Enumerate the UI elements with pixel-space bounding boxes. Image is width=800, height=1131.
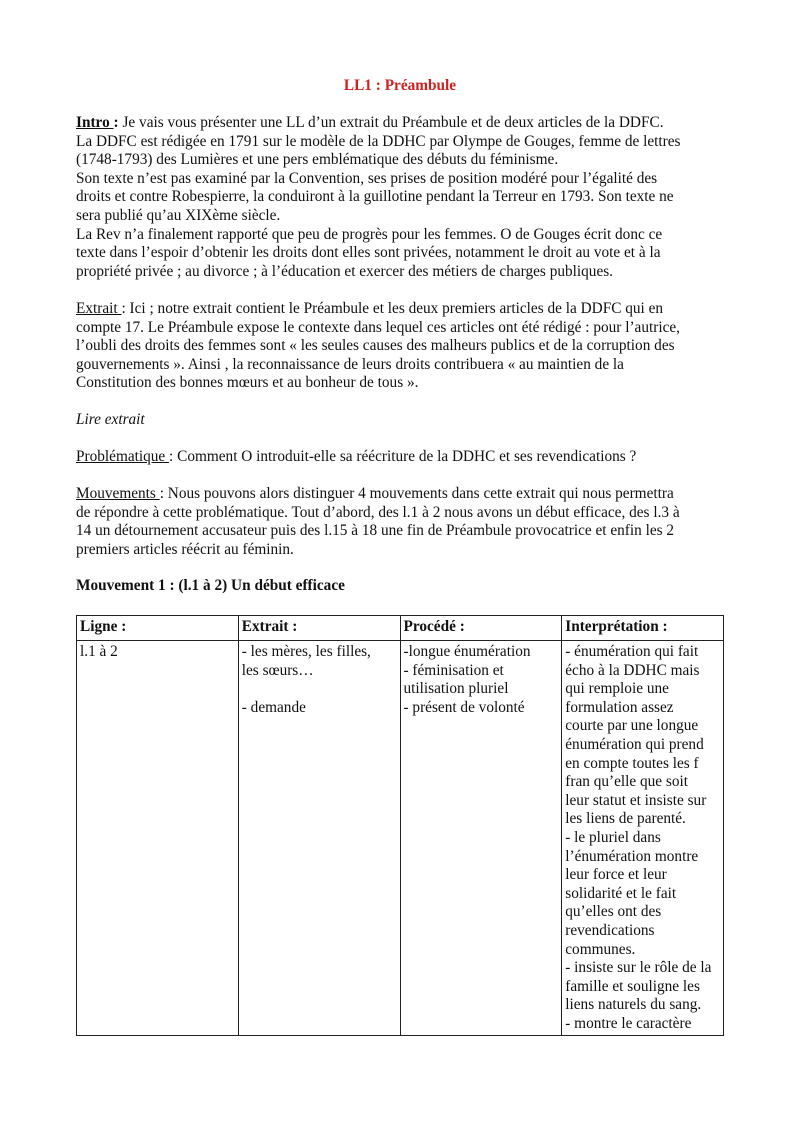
intro-label: Intro — [76, 114, 114, 131]
cell-line: leur statut et insiste sur — [565, 791, 707, 809]
cell-line: utilisation pluriel — [403, 680, 509, 698]
text-line: texte dans l’espoir d’obtenir les droits dont elles sont privées, notamment le droit au vote et à la — [76, 244, 661, 262]
intro-paragraph — [76, 114, 736, 281]
header-procede: Procédé : — [400, 616, 562, 641]
mouvements-paragraph — [76, 485, 736, 559]
mouvements-first-line — [76, 485, 736, 504]
text-line: propriété privée ; au divorce ; à l’éducation et exercer des métiers de charges publiques. — [76, 262, 614, 280]
text-line: : Ici ; notre extrait contient le Préambule et les deux premiers articles de la DDFC qui en — [121, 300, 664, 317]
text-line: (1748-1793) des Lumières et une pers emblématique des débuts du féminisme. — [76, 151, 559, 169]
text-line: de répondre à cette problématique. Tout d’abord, des l.1 à 2 nous avons un début efficace, des l.3 à — [76, 503, 680, 521]
cell-line: - montre le caractère — [565, 1014, 692, 1032]
cell-line: solidarité et le fait — [565, 884, 677, 902]
cell-ligne — [77, 641, 239, 1036]
cell-line: l’énumération montre — [565, 847, 699, 865]
cell-line: revendications — [565, 921, 655, 939]
text-line: : Nous pouvons alors distinguer 4 mouvements dans cette extrait qui nous permettra — [159, 485, 674, 502]
text-line: compte 17. Le Préambule expose le contexte dans lequel ces articles ont été rédigé : pour l’autrice, — [76, 318, 680, 336]
intro-sep: : — [113, 114, 119, 131]
cell-extrait — [238, 641, 400, 1036]
text-line: Je vais vous présenter une LL d’un extrait du Préambule et de deux articles de la DDFC. — [118, 114, 664, 131]
text-line: Constitution des bonnes mœurs et au bonheur de tous ». — [76, 374, 419, 392]
cell-interpretation — [562, 641, 724, 1036]
cell-line: fran qu’elle que soit — [565, 773, 689, 791]
problematique-paragraph — [76, 448, 736, 467]
text-line: l’oubli des droits des femmes sont « les seules causes des malheurs publics et de la corruption des — [76, 337, 675, 355]
analysis-table — [76, 615, 724, 1036]
text-line: La DDFC est rédigée en 1791 sur le modèle de la DDHC par Olympe de Gouges, femme de lettres — [76, 132, 681, 150]
cell-procede — [400, 641, 562, 1036]
mouvement1-heading: Mouvement 1 : (l.1 à 2) Un début efficace — [76, 577, 345, 594]
extrait-label: Extrait — [76, 300, 122, 317]
cell-line: qui remploie une — [565, 680, 669, 698]
page-title: LL1 : Préambule — [343, 77, 457, 94]
problematique-text: : Comment O introduit-elle sa réécriture de la DDHC et ses revendications ? — [169, 448, 637, 465]
cell-line: formulation assez — [565, 698, 674, 716]
intro-first-line — [76, 114, 736, 133]
lire-extrait: Lire extrait — [76, 411, 145, 428]
cell-line: écho à la DDHC mais — [565, 661, 700, 679]
cell-line: énumération qui prend — [565, 735, 704, 753]
cell-line: - les mères, les filles, — [241, 643, 371, 660]
cell-line: - demande — [241, 698, 306, 716]
cell-line — [242, 680, 397, 699]
table-header-row — [77, 616, 724, 641]
text-line: sera publié qu’au XIXème siècle. — [76, 206, 281, 224]
extrait-paragraph — [76, 300, 736, 393]
cell-line: leur force et leur — [565, 866, 667, 884]
cell-line: communes. — [565, 940, 636, 958]
header-ligne: Ligne : — [77, 616, 239, 641]
mouvements-label: Mouvements — [76, 485, 160, 502]
cell-line: famille et souligne les — [565, 977, 700, 995]
cell-line: - féminisation et — [403, 661, 504, 679]
cell-line: - le pluriel dans — [565, 828, 661, 846]
table-row — [77, 641, 724, 1036]
cell-line: courte par une longue — [565, 717, 699, 735]
cell-line: - insiste sur le rôle de la — [565, 959, 712, 977]
cell-line: l.1 à 2 — [80, 643, 118, 660]
text-line: premiers articles réécrit au féminin. — [76, 540, 294, 558]
extrait-first-line — [76, 300, 736, 319]
problematique-label: Problématique — [76, 448, 170, 465]
text-line: gouvernements ». Ainsi , la reconnaissance de leurs droits contribuera « au maintien de la — [76, 355, 624, 373]
cell-line: liens naturels du sang. — [565, 996, 702, 1014]
header-interpretation: Interprétation : — [562, 616, 724, 641]
cell-line: les liens de parenté. — [565, 810, 686, 828]
text-line: 14 un détournement accusateur puis des l.15 à 18 une fin de Préambule provocatrice et enfin les 2 — [76, 522, 675, 540]
header-extrait: Extrait : — [238, 616, 400, 641]
text-line: La Rev n’a finalement rapporté que peu de progrès pour les femmes. O de Gouges écrit donc ce — [76, 225, 663, 243]
cell-line: en compte toutes les f — [565, 754, 699, 772]
cell-line: les sœurs… — [241, 661, 314, 679]
cell-line: - présent de volonté — [403, 698, 525, 716]
cell-line: qu’elles ont des — [565, 903, 662, 921]
cell-line: -longue énumération — [403, 643, 531, 660]
text-line: droits et contre Robespierre, la conduiront à la guillotine pendant la Terreur en 1793. Son texte ne — [76, 188, 674, 206]
cell-line: - énumération qui fait — [565, 643, 699, 660]
text-line: Son texte n’est pas examiné par la Convention, ses prises de position modéré pour l’égalité des — [76, 169, 658, 187]
